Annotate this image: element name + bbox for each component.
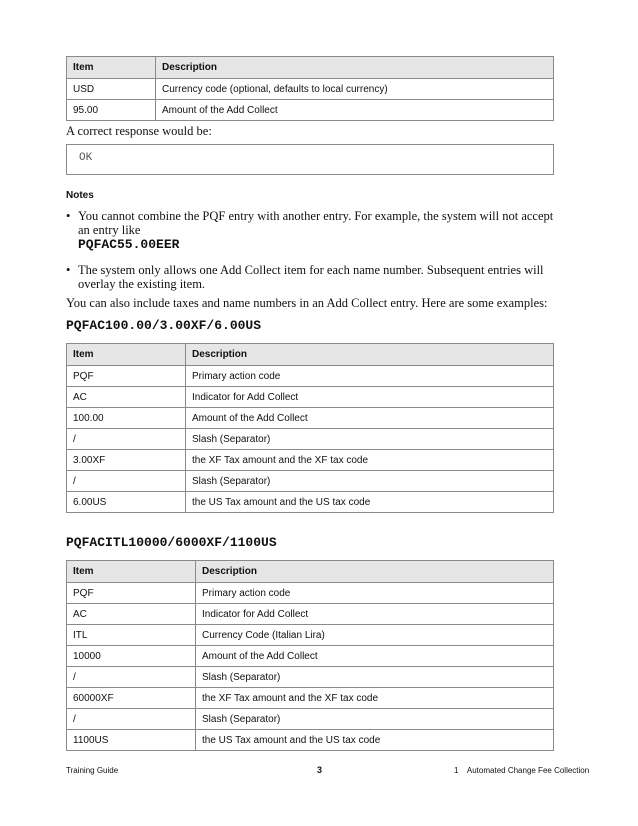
item-cell: /: [67, 709, 196, 730]
item-cell: 10000: [67, 646, 196, 667]
item-description-table-currency: [66, 56, 554, 121]
description-cell: Slash (Separator): [196, 709, 554, 730]
item-cell: 6.00US: [67, 492, 186, 513]
description-cell: Indicator for Add Collect: [186, 387, 554, 408]
table-row: [67, 646, 554, 667]
column-header-description: Description: [196, 561, 554, 583]
description-cell: Amount of the Add Collect: [186, 408, 554, 429]
table-row: [67, 709, 554, 730]
example-1-command: PQFAC100.00/3.00XF/6.00US: [66, 318, 262, 333]
item-cell: 95.00: [67, 100, 156, 121]
item-cell: USD: [67, 79, 156, 100]
example-2-command: PQFACITL10000/6000XF/1100US: [66, 535, 277, 550]
description-cell: Primary action code: [196, 583, 554, 604]
table-row: [67, 366, 554, 387]
description-cell: Slash (Separator): [186, 429, 554, 450]
description-cell: Currency code (optional, defaults to local currency): [156, 79, 554, 100]
table-header-row: [67, 561, 554, 583]
response-code-box: [66, 144, 554, 175]
item-cell: AC: [67, 604, 196, 625]
description-cell: the XF Tax amount and the XF tax code: [186, 450, 554, 471]
table-row: [67, 730, 554, 751]
item-description-table-example-2: [66, 560, 554, 751]
item-cell: 60000XF: [67, 688, 196, 709]
response-intro: A correct response would be:: [66, 124, 212, 138]
footer-right: 1 Automated Change Fee Collection: [454, 766, 590, 775]
table-row: [67, 667, 554, 688]
note-1-code: PQFAC55.00EER: [78, 237, 180, 252]
note-bullet-2: [66, 263, 556, 291]
description-cell: Currency Code (Italian Lira): [196, 625, 554, 646]
note-1-text: You cannot combine the PQF entry with another entry. For example, the system will not accept an entry like: [78, 209, 554, 237]
table-row: [67, 688, 554, 709]
description-cell: Slash (Separator): [196, 667, 554, 688]
column-header-item: Item: [67, 561, 196, 583]
item-cell: /: [67, 667, 196, 688]
item-cell: /: [67, 471, 186, 492]
table-header-row: [67, 57, 554, 79]
item-description-table-example-1: [66, 343, 554, 513]
item-cell: 100.00: [67, 408, 186, 429]
table-row: [67, 429, 554, 450]
notes-heading: Notes: [66, 190, 94, 201]
item-cell: PQF: [67, 366, 186, 387]
table-row: [67, 471, 554, 492]
page-number: 3: [317, 765, 323, 775]
item-cell: ITL: [67, 625, 196, 646]
column-header-item: Item: [67, 344, 186, 366]
table-row: [67, 387, 554, 408]
description-cell: the US Tax amount and the US tax code: [186, 492, 554, 513]
table-row: [67, 100, 554, 121]
description-cell: the US Tax amount and the US tax code: [196, 730, 554, 751]
description-cell: Amount of the Add Collect: [156, 100, 554, 121]
response-code: OK: [79, 152, 93, 164]
examples-intro: You can also include taxes and name numbers in an Add Collect entry. Here are some examples:: [66, 296, 548, 310]
table-row: [67, 79, 554, 100]
bullet-marker: •: [66, 209, 71, 223]
table-row: [67, 625, 554, 646]
table-row: [67, 450, 554, 471]
bullet-marker: •: [66, 263, 71, 277]
description-cell: the XF Tax amount and the XF tax code: [196, 688, 554, 709]
item-cell: PQF: [67, 583, 196, 604]
table-row: [67, 408, 554, 429]
table-row: [67, 492, 554, 513]
table-row: [67, 583, 554, 604]
item-cell: 3.00XF: [67, 450, 186, 471]
item-cell: AC: [67, 387, 186, 408]
description-cell: Amount of the Add Collect: [196, 646, 554, 667]
item-cell: /: [67, 429, 186, 450]
item-cell: 1100US: [67, 730, 196, 751]
table-header-row: [67, 344, 554, 366]
note-bullet-1: [66, 209, 556, 252]
description-cell: Slash (Separator): [186, 471, 554, 492]
column-header-description: Description: [186, 344, 554, 366]
column-header-item: Item: [67, 57, 156, 79]
description-cell: Indicator for Add Collect: [196, 604, 554, 625]
footer-left: Training Guide: [66, 766, 119, 775]
note-2-text: The system only allows one Add Collect item for each name number. Subsequent entries will overlay the existing item.: [78, 263, 544, 291]
description-cell: Primary action code: [186, 366, 554, 387]
table-row: [67, 604, 554, 625]
column-header-description: Description: [156, 57, 554, 79]
